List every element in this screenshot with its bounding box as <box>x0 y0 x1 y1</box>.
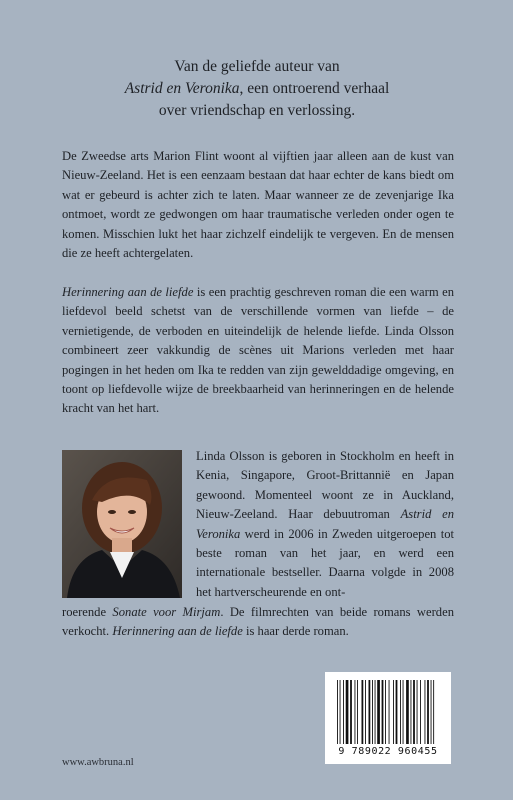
barcode-bar <box>385 680 386 744</box>
barcode-bar <box>337 680 338 744</box>
barcode-bars <box>335 680 441 744</box>
barcode-bar <box>346 680 349 744</box>
author-bio <box>196 447 454 602</box>
author-bio-text-2: werd in 2006 in Zweden uitgeroepen tot beste roman van het jaar, en werd een internationale bestseller. Daarna volgde in 2008 het hartverscheurende en ont- <box>196 526 454 599</box>
isbn-number: 9 789022 960455 <box>338 746 438 757</box>
tagline <box>40 56 474 122</box>
barcode-bar <box>372 680 373 744</box>
author-portrait-image <box>62 450 182 598</box>
barcode-bar <box>417 680 418 744</box>
tagline-line-1: Van de geliefde auteur van <box>174 58 340 75</box>
barcode-bar <box>411 680 412 744</box>
author-bio-text-1: Linda Olsson is geboren in Stockholm en heeft in Kenia, Singapore, Groot-Brittannië en Japan gewoond. Momenteel woont ze in Auckland, Nieuw-Zeeland. Haar debuutroman <box>196 449 454 522</box>
isbn-barcode <box>325 672 451 764</box>
barcode-bar <box>393 680 394 744</box>
barcode-bar <box>382 680 384 744</box>
barcode-bar <box>362 680 364 744</box>
barcode-bar <box>433 680 434 744</box>
barcode-bar <box>350 680 352 744</box>
author-bio-title-1: Astrid en Veronika <box>196 507 455 541</box>
author-bio-title-2: Sonate voor Mirjam <box>112 605 221 619</box>
barcode-bar <box>343 680 344 744</box>
barcode-bar <box>340 680 341 744</box>
barcode-bar <box>431 680 432 744</box>
barcode-bar <box>427 680 429 744</box>
barcode-bar <box>375 680 376 744</box>
synopsis-paragraph-1: De Zweedse arts Marion Flint woont al vijftien jaar alleen aan de kust van Nieuw-Zeeland. Het is een eenzaam bestaan dat haar echter de kans biedt om wat er gebeurd is achter zich te laten. Maar wanneer ze de zevenjarige Ika ontmoet, wordt ze gedwongen om haar traumatische verleden onder ogen te komen. Misschien lukt het haar zichzelf eindelijk te vergeven. En de mensen die ze heeft achtergelaten. <box>62 149 454 261</box>
book-title: Herinnering aan de liefde <box>62 285 194 299</box>
barcode-bar <box>396 680 398 744</box>
author-bio-title-3: Herinnering aan de liefde <box>112 624 243 639</box>
barcode-bar <box>355 680 356 744</box>
barcode-bar <box>406 680 409 744</box>
barcode-bar <box>377 680 380 744</box>
barcode-bar <box>403 680 404 744</box>
author-bio-text-4: . De filmrechten van beide romans werden verkocht. <box>62 605 454 639</box>
barcode-bar <box>420 680 421 744</box>
author-bio-text-5: is haar derde roman. <box>242 624 349 639</box>
tagline-line-2-rest: , een ontroerend verhaal <box>239 80 390 97</box>
author-bio-text-3: roerende <box>62 605 113 619</box>
tagline-book-title: Astrid en Veronika <box>124 80 240 97</box>
tagline-line-2 <box>40 78 474 100</box>
tagline-line-3: over vriendschap en verlossing. <box>158 102 356 119</box>
publisher-website: www.awbruna.nl <box>62 757 134 768</box>
barcode-bar <box>365 680 366 744</box>
synopsis-paragraph-2-text: is een prachtig geschreven roman die een warm en liefdevol beeld schetst van de verschillende vormen van liefde – de vernietigende, de verboden en uiteindelijk de helende liefde. Linda Olsson combineert zeer vakkundig de scènes uit Marions verleden met haar pogingen in het heden om Ika te redden van zijn gewelddadige omgeving, en toont op liefdevolle wijze de breekbaarheid van herinneringen en de helende kracht van het hart. <box>62 285 454 416</box>
barcode-bar <box>357 680 358 744</box>
barcode-bar <box>400 680 401 744</box>
barcode-bar <box>389 680 390 744</box>
barcode-bar <box>369 680 371 744</box>
author-photo <box>62 450 182 598</box>
author-bio-continued <box>62 603 454 642</box>
barcode-bar <box>425 680 426 744</box>
barcode-bar <box>413 680 415 744</box>
synopsis-paragraph-2 <box>62 283 454 419</box>
